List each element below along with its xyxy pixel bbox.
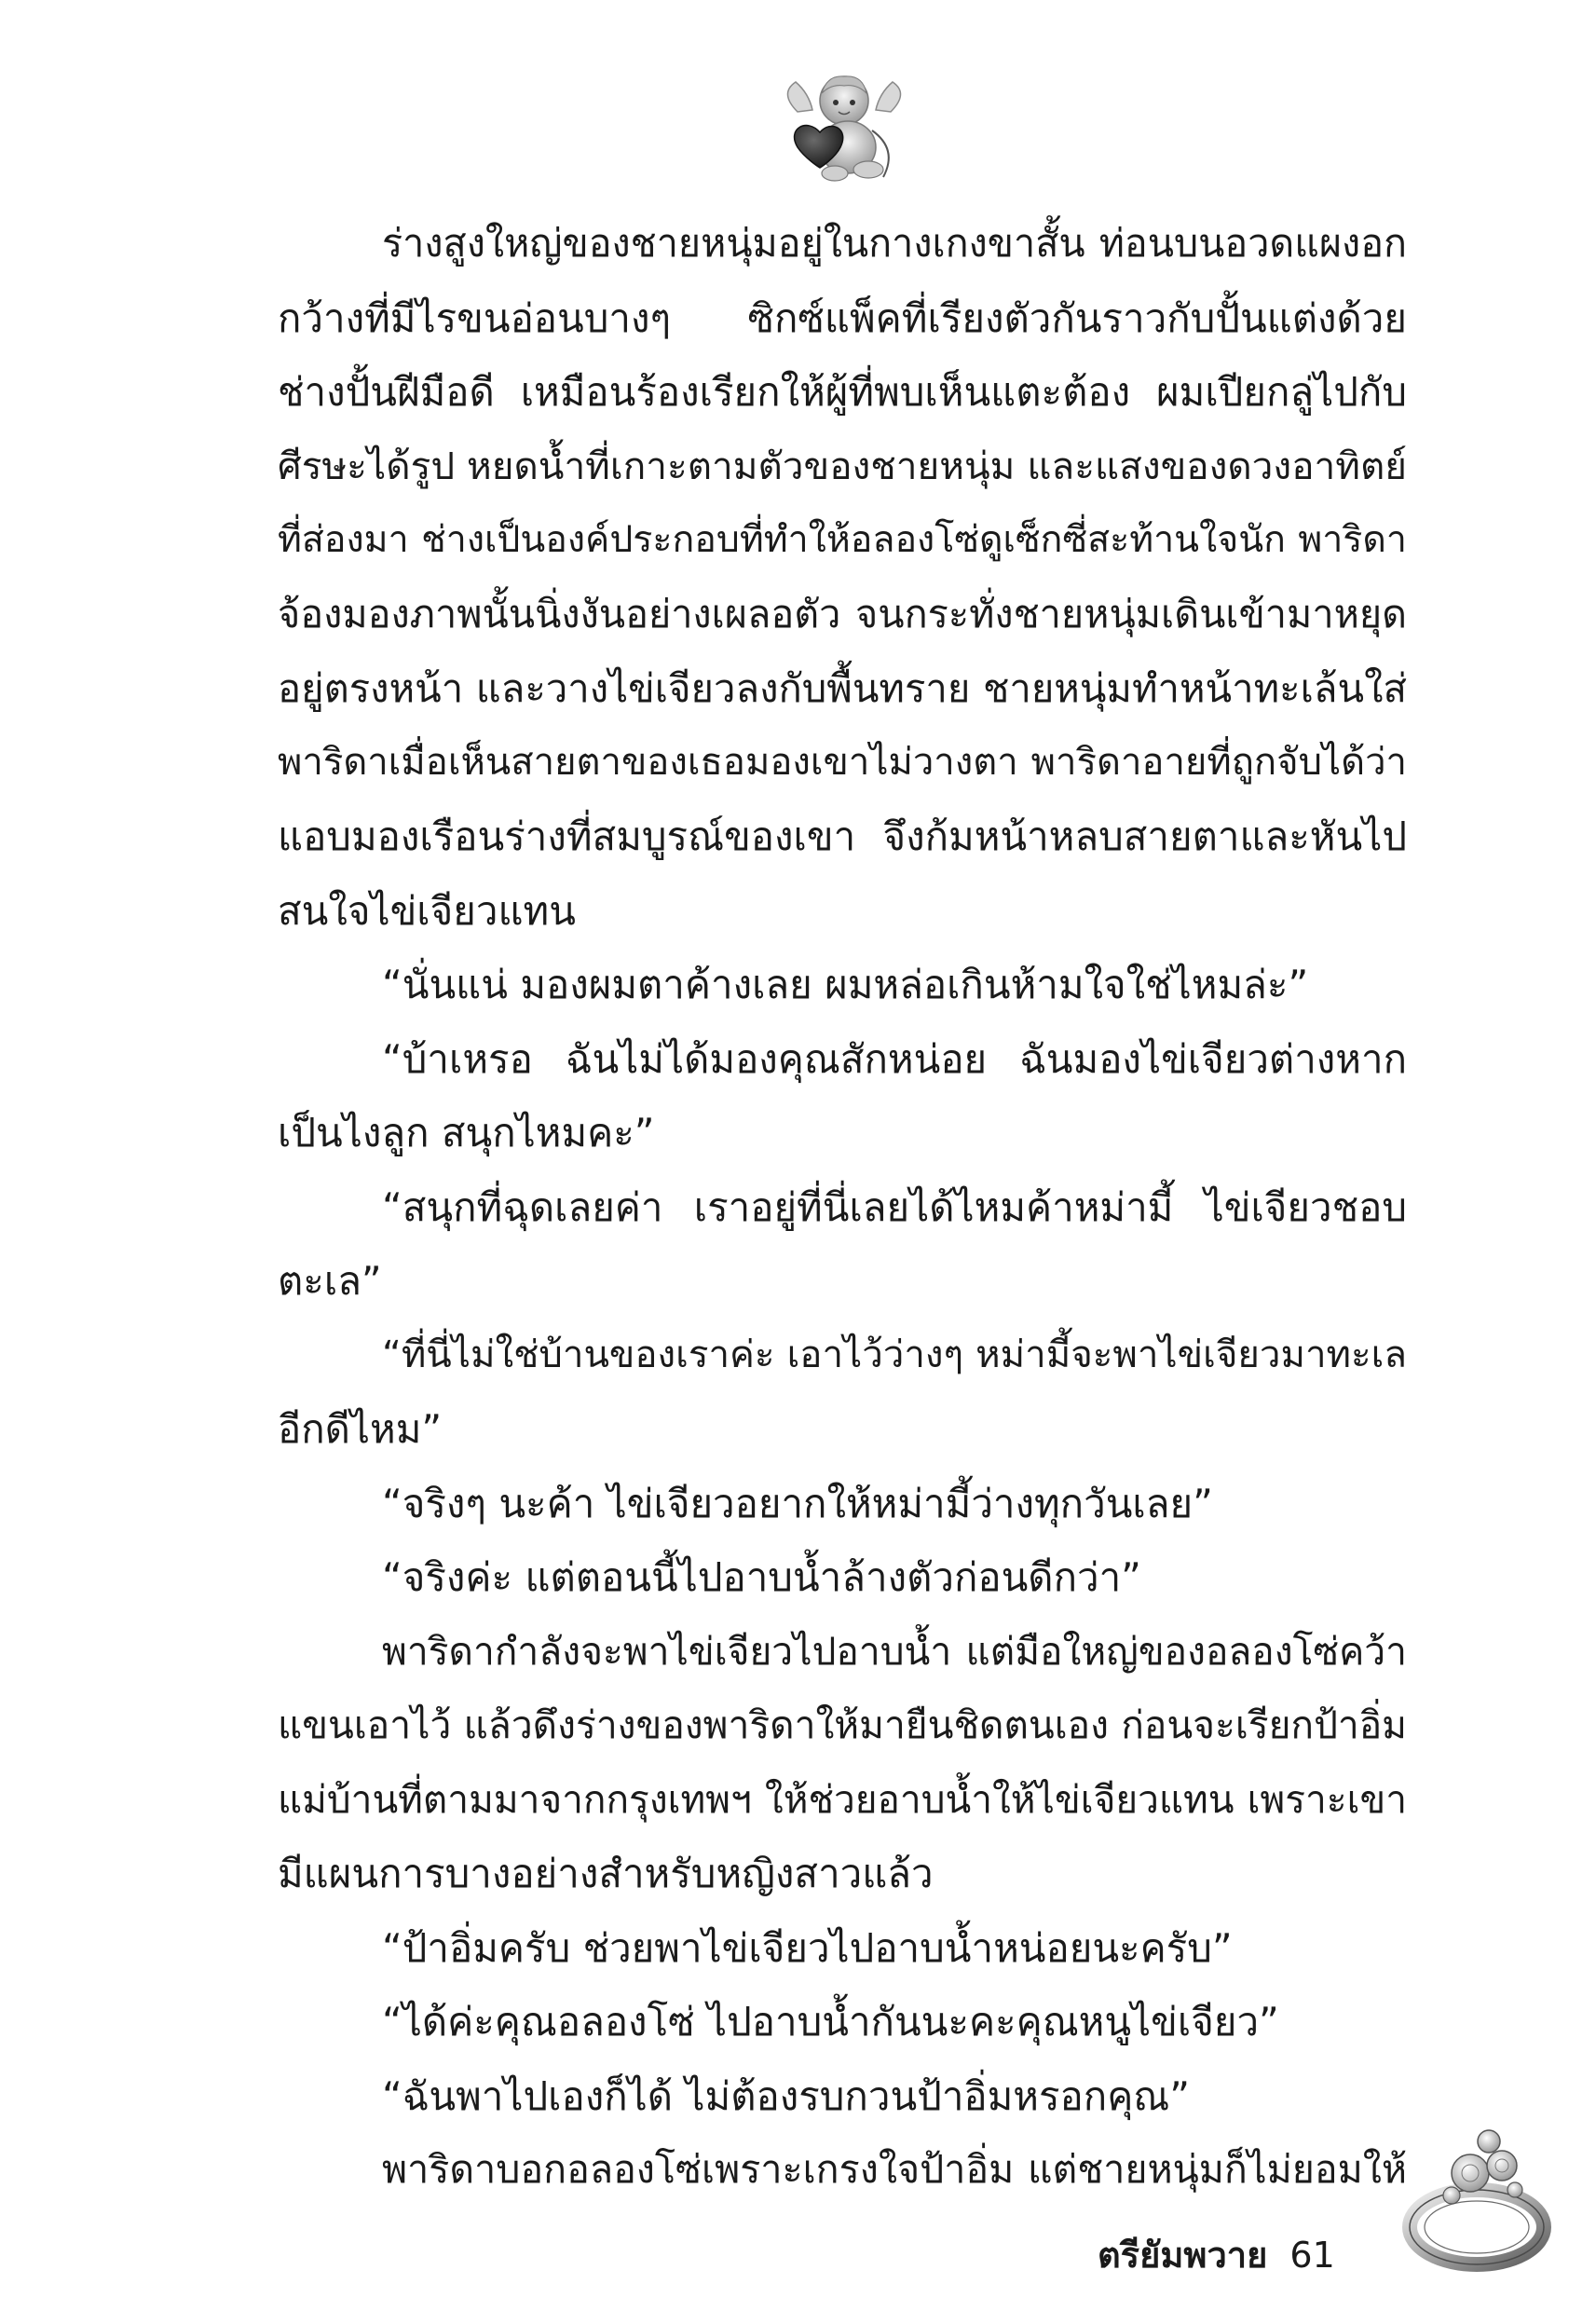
text-line: “จริงค่ะ แต่ตอนนี้ไปอาบน้ำล้างตัวก่อนดีกว่า” xyxy=(382,1554,1141,1600)
cupid-heart-icon xyxy=(779,65,909,186)
text-line: “จริงๆ นะค้า ไข่เจียวอยากให้หม่ามี้ว่างทุกวันเลย” xyxy=(382,1480,1213,1526)
text-line: พาริดากำลังจะพาไข่เจียวไปอาบน้ำ แต่มือใหญ่ของอลองโซ่คว้า xyxy=(382,1628,1407,1674)
text-line: จ้องมองภาพนั้นนิ่งงันอย่างเผลอตัว จนกระทั่งชายหนุ่มเดินเข้ามาหยุด xyxy=(278,591,1407,636)
text-line: กว้างที่มีไรขนอ่อนบางๆ ซิกซ์แพ็คที่เรียงตัวกันราวกับปั้นแต่งด้วย xyxy=(278,294,1407,341)
book-title: ตรียัมพวาย xyxy=(1098,2235,1268,2276)
text-line: ศีรษะได้รูป หยดน้ำที่เกาะตามตัวของชายหนุ่ม และแสงของดวงอาทิตย์ xyxy=(278,443,1407,488)
text-line: “นั่นแน่ มองผมตาค้างเลย ผมหล่อเกินห้ามใจใช่ไหมล่ะ” xyxy=(382,962,1309,1007)
text-line: อีกดีไหม” xyxy=(278,1406,443,1452)
text-line: พาริดาเมื่อเห็นสายตาของเธอมองเขาไม่วางตา พาริดาอายที่ถูกจับได้ว่า xyxy=(278,740,1407,784)
text-line: แม่บ้านที่ตามมาจากกรุงเทพฯ ให้ช่วยอาบน้ำให้ไข่เจียวแทน เพราะเขา xyxy=(278,1776,1407,1822)
text-line: แขนเอาไว้ แล้วดึงร่างของพาริดาให้มายืนชิดตนเอง ก่อนจะเรียกป้าอิ่ม xyxy=(278,1702,1407,1747)
text-line: “ฉันพาไปเองก็ได้ ไม่ต้องรบกวนป้าอิ่มหรอกคุณ” xyxy=(382,2072,1191,2119)
text-line: สนใจไข่เจียวแทน xyxy=(278,887,576,934)
text-line: เป็นไงลูก สนุกไหมคะ” xyxy=(278,1110,655,1156)
page-number: 61 xyxy=(1289,2235,1335,2276)
text-line: แอบมองเรือนร่างที่สมบูรณ์ของเขา จึงก้มหน้าหลบสายตาและหันไป xyxy=(278,814,1407,859)
text-line: “สนุกที่ฉุดเลยค่า เราอยู่ที่นี่เลยได้ไหมค้าหม่ามี้ ไข่เจียวชอบ xyxy=(382,1183,1407,1230)
text-line: ช่างปั้นฝีมือดี เหมือนร้องเรียกให้ผู้ที่พบเห็นแตะต้อง ผมเปียกลู่ไปกับ xyxy=(278,369,1407,415)
text-line: “ได้ค่ะคุณอลองโซ่ ไปอาบน้ำกันนะคะคุณหนูไข่เจียว” xyxy=(382,1999,1279,2044)
text-line: ตะเล” xyxy=(278,1258,382,1304)
text-line: ร่างสูงใหญ่ของชายหนุ่มอยู่ในกางเกงขาสั้น ท่อนบนอวดแผงอก xyxy=(382,221,1407,266)
page-text xyxy=(278,207,1407,2208)
text-line: พาริดาบอกอลองโซ่เพราะเกรงใจป้าอิ่ม แต่ชายหนุ่มก็ไม่ยอมให้ xyxy=(382,2147,1407,2192)
text-line: “บ้าเหรอ ฉันไม่ได้มองคุณสักหน่อย ฉันมองไข่เจียวต่างหาก xyxy=(382,1035,1407,1082)
text-line: “ป้าอิ่มครับ ช่วยพาไข่เจียวไปอาบน้ำหน่อยนะครับ” xyxy=(382,1924,1233,1971)
text-line: ที่ส่องมา ช่างเป็นองค์ประกอบที่ทำให้อลองโซ่ดูเซ็กซี่สะท้านใจนัก พาริดา xyxy=(278,519,1407,561)
text-line: “ที่นี่ไม่ใช่บ้านของเราค่ะ เอาไว้ว่างๆ หม่ามี้จะพาไข่เจียวมาทะเล xyxy=(382,1333,1407,1376)
text-line: อยู่ตรงหน้า และวางไข่เจียวลงกับพื้นทราย ชายหนุ่มทำหน้าทะเล้นใส่ xyxy=(278,665,1407,711)
page-footer xyxy=(1098,2227,1335,2283)
diamond-ring-icon xyxy=(1398,2115,1556,2283)
text-line: มีแผนการบางอย่างสำหรับหญิงสาวแล้ว xyxy=(278,1851,934,1896)
